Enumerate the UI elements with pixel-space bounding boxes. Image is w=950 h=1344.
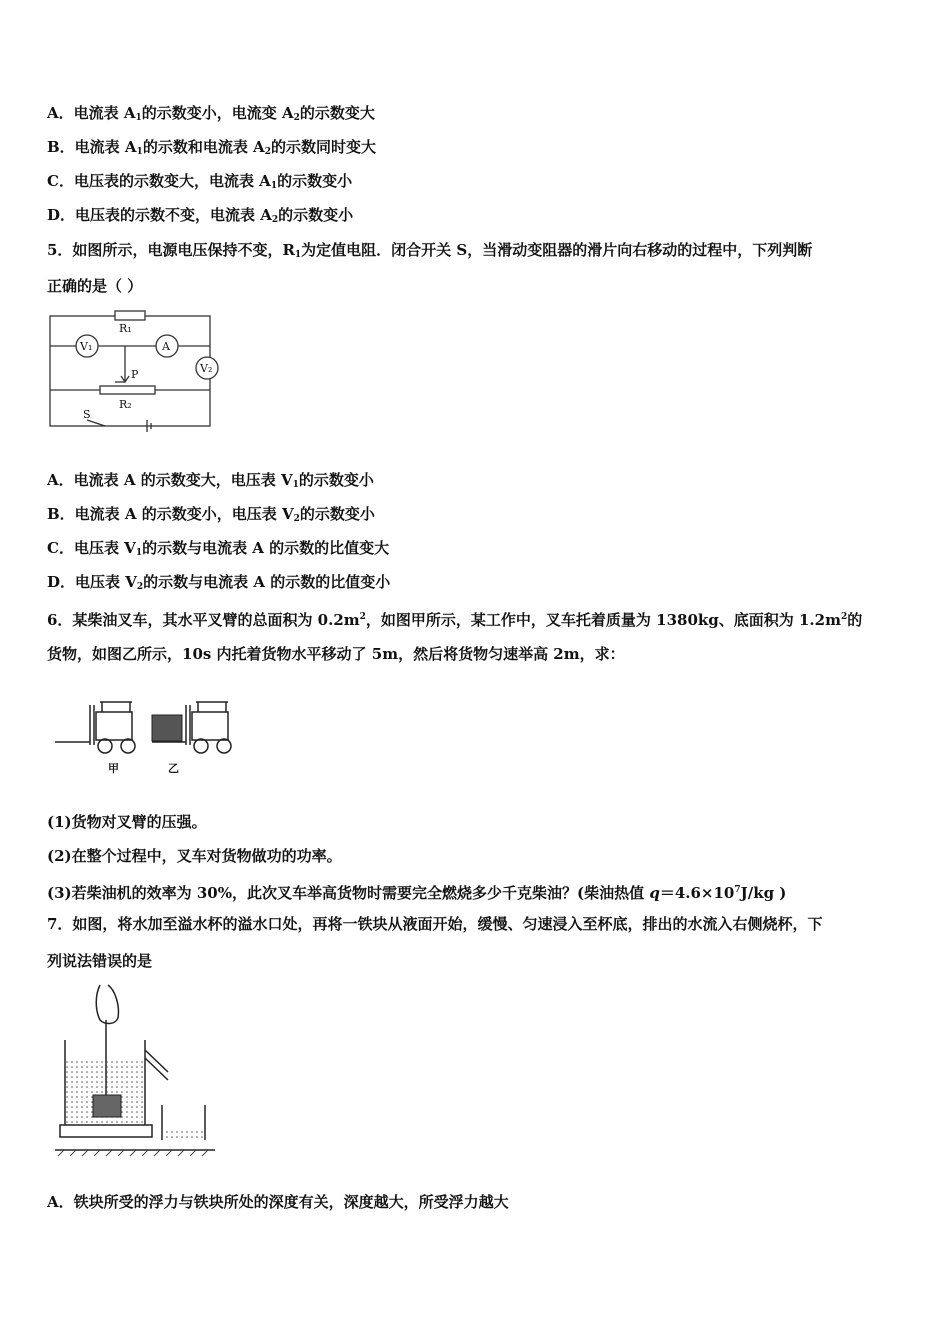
- q5-option-c: C．电压表 $V_1$的示数与电流表 A 的示数的比值变大: [47, 539, 390, 558]
- q7-stem-line2: 列说法错误的是: [47, 952, 153, 970]
- q5-stem-line1: 5．如图所示，电源电压保持不变，$R_1$为定值电阻．闭合开关 S，当滑动变阻器的滑片向右移动的过程中，下列判断: [47, 241, 813, 260]
- s-label: S: [83, 408, 91, 421]
- cargo-box: [152, 715, 182, 741]
- q6-stem-line2: 货物，如图乙所示，10s 内托着货物水平移动了 5m，然后将货物匀速举高 2m，求：: [47, 645, 625, 663]
- q4-option-b: B．电流表 $A_1$的示数和电流表 $A_2$的示数同时变大: [47, 138, 376, 157]
- q6-part3: (3)若柴油机的效率为 30%，此次叉车举高货物时需要完全燃烧多少千克柴油？(柴油热值 $q=4.6\times 10^7J/kg$ ): [47, 884, 787, 902]
- q5-option-d: D．电压表 $V_2$的示数与电流表 A 的示数的比值变小: [47, 573, 391, 592]
- iron-block: [93, 1095, 121, 1117]
- v1-label: V₁: [80, 340, 93, 353]
- q5-stem-line2: 正确的是（ ）: [47, 277, 143, 295]
- beaker-water: [163, 1130, 204, 1140]
- r1-label: R₁: [119, 322, 132, 335]
- overflow-cup-figure: [50, 980, 220, 1160]
- label-jia: 甲: [108, 762, 119, 775]
- q7-option-a: A．铁块所受的浮力与铁块所处的深度有关，深度越大，所受浮力越大: [47, 1193, 509, 1211]
- forklift-figure: [50, 690, 240, 780]
- q4-option-c: C．电压表的示数变大，电流表 $A_1$的示数变小: [47, 172, 353, 191]
- q4-option-a: A．电流表 $A_1$的示数变小，电流变 $A_2$的示数变大: [47, 104, 375, 123]
- q5-option-a: A．电流表 A 的示数变大，电压表 $V_1$的示数变小: [47, 471, 374, 490]
- q7-stem-line1: 7．如图，将水加至溢水杯的溢水口处，再将一铁块从液面开始，缓慢、匀速浸入至杯底，排出的水流入右侧烧杯，下: [47, 915, 823, 933]
- q5-option-b: B．电流表 A 的示数变小，电压表 $V_2$的示数变小: [47, 505, 375, 524]
- q6-stem-line1: 6．某柴油叉车，其水平叉臂的总面积为 $0.2m^2$，如图甲所示，某工作中，叉车托着质量为 1380kg、底面积为 $1.2m^2$的: [47, 611, 863, 629]
- circuit-diagram: [45, 308, 220, 436]
- q4-option-d: D．电压表的示数不变，电流表 $A_2$的示数变小: [47, 206, 354, 225]
- v2-label: V₂: [200, 362, 213, 375]
- q6-part1: (1)货物对叉臂的压强。: [47, 813, 207, 831]
- r2-label: R₂: [119, 398, 132, 411]
- q6-part2: (2)在整个过程中，叉车对货物做功的功率。: [47, 847, 342, 865]
- p-label: P: [131, 368, 139, 381]
- label-yi: 乙: [168, 762, 179, 775]
- a-label: A: [162, 340, 170, 353]
